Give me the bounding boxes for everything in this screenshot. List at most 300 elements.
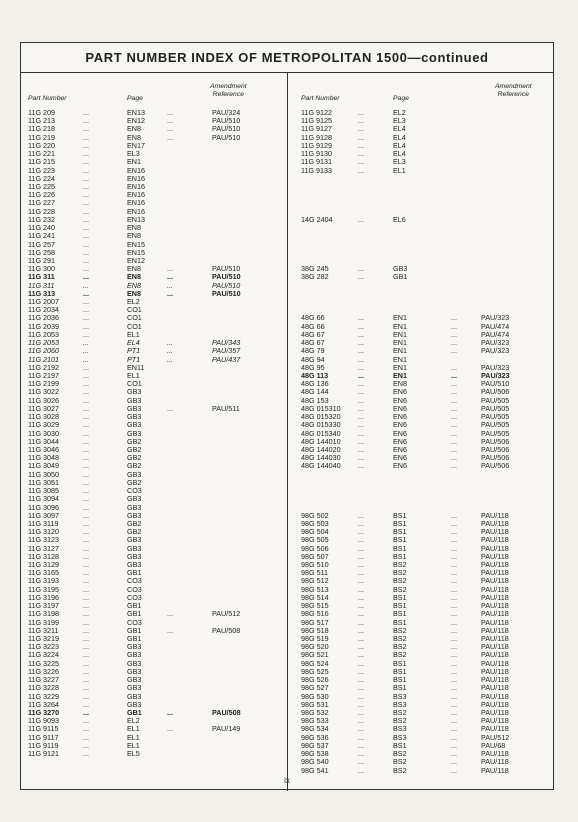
- part-number-cell: 11G 3229: [28, 691, 60, 701]
- leader-dots: ...: [83, 362, 89, 372]
- leader-dots: ...: [451, 560, 457, 570]
- index-row: [27, 643, 281, 651]
- index-row: [293, 684, 549, 692]
- leader-dots: ...: [83, 264, 89, 274]
- part-number-cell: 98G 520: [301, 642, 329, 652]
- index-row: [293, 717, 549, 725]
- leader-dots: ...: [83, 699, 89, 709]
- amendment-ref-cell: PAU/118: [481, 527, 509, 537]
- leader-dots: ...: [83, 543, 89, 553]
- page-ref-cell: GB3: [127, 666, 142, 676]
- leader-dots: ...: [358, 362, 364, 372]
- amendment-ref-cell: PAU/510: [212, 124, 241, 134]
- part-number-cell: 11G 3046: [28, 444, 60, 454]
- index-row: [293, 610, 549, 618]
- leader-dots: ...: [358, 444, 364, 454]
- index-row: [293, 594, 549, 602]
- page-ref-cell: EN12: [127, 255, 145, 265]
- leader-dots: ...: [83, 740, 89, 750]
- part-number-cell: 11G 3225: [28, 658, 60, 668]
- leader-dots: ...: [358, 321, 364, 331]
- index-row: [27, 504, 281, 512]
- page-ref-cell: PT1: [127, 346, 141, 356]
- part-number-cell: 11G 3097: [28, 510, 60, 520]
- leader-dots: ...: [451, 371, 457, 380]
- part-number-cell: 11G 257: [28, 239, 56, 249]
- page-ref-cell: GB2: [127, 461, 142, 471]
- part-number-cell: 48G 015320: [301, 412, 341, 422]
- index-row: [293, 602, 549, 610]
- page-ref-cell: GB3: [127, 403, 142, 413]
- leader-dots: ...: [83, 683, 89, 693]
- amendment-ref-cell: PAU/118: [481, 510, 509, 520]
- page-ref-cell: EN1: [393, 313, 407, 323]
- page-ref-cell: EN6: [393, 403, 407, 413]
- page-title: PART NUMBER INDEX OF METROPOLITAN 1500—continued: [21, 43, 553, 73]
- amendment-ref-cell: PAU/118: [481, 560, 509, 570]
- amendment-ref-cell: PAU/118: [481, 691, 509, 701]
- amendment-ref-cell: PAU/506: [481, 461, 510, 471]
- index-row: [27, 388, 281, 396]
- part-number-cell: 11G 9093: [28, 716, 60, 726]
- part-number-cell: 48G 67: [301, 329, 325, 339]
- page-header: Page: [127, 95, 143, 102]
- page-ref-cell: GB3: [127, 675, 142, 685]
- leader-dots: ...: [83, 625, 89, 635]
- leader-dots: ...: [83, 609, 89, 619]
- index-row: [293, 569, 549, 577]
- index-row: [293, 314, 549, 322]
- page-ref-cell: CO1: [127, 313, 142, 323]
- part-number-cell: 11G 3048: [28, 453, 60, 463]
- page-ref-cell: GB3: [127, 469, 142, 479]
- index-row: [27, 750, 281, 758]
- amendment-ref-cell: PAU/118: [481, 551, 509, 561]
- leader-dots: ...: [451, 765, 457, 775]
- page-ref-cell: BS1: [393, 617, 407, 627]
- leader-dots: ...: [358, 699, 364, 709]
- part-number-cell: 48G 95: [301, 362, 325, 372]
- page-ref-cell: CO1: [127, 379, 142, 389]
- leader-dots: ...: [83, 453, 89, 463]
- leader-dots: ...: [83, 592, 89, 602]
- index-row: [293, 660, 549, 668]
- index-row: [27, 684, 281, 692]
- amendment-ref-cell: PAU/118: [481, 609, 509, 619]
- index-row: [293, 767, 549, 775]
- index-row: [27, 487, 281, 495]
- index-row: [27, 257, 281, 265]
- amendment-ref-cell: PAU/118: [481, 592, 509, 602]
- index-row: [27, 117, 281, 125]
- leader-dots: ...: [451, 518, 457, 528]
- leader-dots: ...: [167, 108, 173, 117]
- leader-dots: ...: [358, 453, 364, 463]
- part-number-cell: 11G 9130: [301, 149, 333, 159]
- part-number-cell: 98G 537: [301, 740, 329, 750]
- leader-dots: ...: [358, 354, 364, 364]
- index-row: [27, 125, 281, 133]
- page-ref-cell: EL4: [393, 132, 406, 142]
- amendment-reference-header: [495, 83, 532, 99]
- page-ref-cell: GB3: [127, 642, 142, 652]
- leader-dots: ...: [83, 231, 89, 241]
- part-number-cell: 48G 66: [301, 321, 325, 331]
- part-number-cell: 48G 144010: [301, 436, 341, 446]
- index-row: [293, 183, 549, 191]
- page-ref-cell: GB3: [127, 543, 142, 553]
- amendment-ref-cell: PAU/323: [481, 313, 510, 323]
- right-rows: [293, 109, 549, 775]
- page-ref-cell: EN11: [127, 362, 145, 372]
- page-ref-cell: EL2: [393, 108, 406, 117]
- page-ref-cell: EL6: [393, 214, 406, 224]
- part-number-cell: 11G 9133: [301, 165, 333, 175]
- index-row: [27, 109, 281, 117]
- part-number-cell: 98G 532: [301, 707, 329, 717]
- leader-dots: ...: [358, 551, 364, 561]
- part-number-cell: 11G 2053: [28, 338, 60, 348]
- page-ref-cell: CO3: [127, 592, 142, 602]
- part-number-cell: 98G 505: [301, 535, 329, 545]
- leader-dots: ...: [358, 642, 364, 652]
- index-row: [27, 232, 281, 240]
- index-row: [27, 356, 281, 364]
- index-row: [293, 504, 549, 512]
- page-ref-cell: GB2: [127, 436, 142, 446]
- page-ref-cell: BS1: [393, 658, 407, 668]
- page-ref-cell: EL2: [127, 297, 140, 307]
- page-ref-cell: GB1: [127, 625, 142, 635]
- index-row: [27, 339, 281, 347]
- page-ref-cell: BS3: [393, 691, 407, 701]
- index-row: [293, 676, 549, 684]
- leader-dots: ...: [83, 724, 89, 734]
- index-row: [27, 323, 281, 331]
- leader-dots: ...: [83, 642, 89, 652]
- part-number-cell: 11G 3044: [28, 436, 60, 446]
- part-number-cell: 98G 515: [301, 601, 329, 611]
- page-ref-cell: GB3: [127, 658, 142, 668]
- part-number-cell: 11G 3028: [28, 412, 60, 422]
- part-number-cell: 11G 241: [28, 231, 56, 241]
- part-number-cell: 11G 3027: [28, 403, 60, 413]
- page-ref-cell: BS3: [393, 699, 407, 709]
- index-row: [293, 347, 549, 355]
- page-ref-cell: EL4: [393, 149, 406, 159]
- leader-dots: ...: [358, 371, 364, 380]
- leader-dots: ...: [83, 140, 89, 150]
- part-number-cell: 98G 526: [301, 675, 329, 685]
- leader-dots: ...: [167, 272, 173, 282]
- part-number-cell: 11G 9129: [301, 140, 333, 150]
- amendment-ref-cell: PAU/343: [212, 338, 241, 348]
- part-number-cell: 98G 521: [301, 650, 329, 660]
- page-ref-cell: BS2: [393, 757, 407, 767]
- part-number-cell: 98G 519: [301, 634, 329, 643]
- page-ref-cell: EN16: [127, 165, 145, 175]
- index-row: [293, 199, 549, 207]
- column-divider: [287, 73, 288, 791]
- index-row: [27, 298, 281, 306]
- leader-dots: ...: [83, 280, 89, 290]
- page-ref-cell: GB1: [127, 634, 142, 643]
- leader-dots: ...: [451, 436, 457, 446]
- leader-dots: ...: [451, 740, 457, 750]
- part-number-cell: 11G 291: [28, 255, 56, 265]
- index-row: [293, 257, 549, 265]
- page-ref-cell: EL1: [127, 371, 140, 380]
- page-ref-cell: EN1: [393, 321, 407, 331]
- part-number-cell: 11G 9127: [301, 124, 333, 134]
- leader-dots: ...: [358, 338, 364, 348]
- index-row: [293, 241, 549, 249]
- index-row: [293, 693, 549, 701]
- page-ref-cell: BS1: [393, 609, 407, 619]
- index-row: [293, 561, 549, 569]
- leader-dots: ...: [358, 675, 364, 685]
- page-ref-cell: EN6: [393, 420, 407, 430]
- index-row: [293, 627, 549, 635]
- page-ref-cell: EN16: [127, 181, 145, 191]
- amendment-ref-cell: PAU/118: [481, 707, 509, 717]
- part-number-cell: 11G 3049: [28, 461, 60, 471]
- leader-dots: ...: [358, 568, 364, 578]
- amendment-ref-cell: PAU/118: [481, 757, 509, 767]
- index-row: [293, 306, 549, 314]
- leader-dots: ...: [358, 560, 364, 570]
- amendment-ref-cell: PAU/510: [212, 272, 241, 282]
- index-row: [293, 372, 549, 380]
- page-ref-cell: GB3: [127, 387, 142, 397]
- leader-dots: ...: [451, 609, 457, 619]
- amendment-ref-cell: PAU/505: [481, 395, 510, 405]
- index-row: [293, 388, 549, 396]
- page-ref-cell: CO3: [127, 617, 142, 627]
- leader-dots: ...: [451, 510, 457, 520]
- leader-dots: ...: [83, 247, 89, 257]
- index-row: [293, 586, 549, 594]
- leader-dots: ...: [451, 568, 457, 578]
- page-ref-cell: GB3: [127, 395, 142, 405]
- part-number-cell: 48G 67: [301, 338, 325, 348]
- page-ref-cell: EL1: [127, 732, 140, 742]
- leader-dots: ...: [358, 346, 364, 356]
- page-ref-cell: EN1: [393, 371, 407, 380]
- page-ref-cell: EL3: [393, 116, 406, 126]
- page-ref-cell: EN8: [127, 124, 141, 134]
- leader-dots: ...: [358, 436, 364, 446]
- page-ref-cell: EL1: [393, 165, 406, 175]
- amendment-ref-cell: PAU/505: [481, 420, 510, 430]
- leader-dots: ...: [83, 198, 89, 208]
- index-row: [27, 701, 281, 709]
- leader-dots: ...: [358, 765, 364, 775]
- page-ref-cell: EN6: [393, 412, 407, 422]
- part-number-cell: 48G 94: [301, 354, 325, 364]
- page-ref-cell: EN1: [393, 338, 407, 348]
- leader-dots: ...: [83, 560, 89, 570]
- index-row: [293, 380, 549, 388]
- index-row: [293, 298, 549, 306]
- amendment-ref-cell: PAU/118: [481, 625, 509, 635]
- part-number-cell: 48G 79: [301, 346, 325, 356]
- part-number-cell: 11G 3211: [28, 625, 59, 635]
- leader-dots: ...: [167, 264, 173, 274]
- leader-dots: ...: [358, 387, 364, 397]
- amendment-ref-cell: PAU/510: [481, 379, 510, 389]
- part-number-cell: 11G 3195: [28, 584, 60, 594]
- leader-dots: ...: [358, 592, 364, 602]
- index-row: [27, 347, 281, 355]
- amendment-ref-cell: PAU/506: [481, 387, 510, 397]
- index-row: [27, 142, 281, 150]
- leader-dots: ...: [358, 732, 364, 742]
- index-row: [293, 701, 549, 709]
- right-column: [293, 83, 549, 775]
- page-ref-cell: BS1: [393, 683, 407, 693]
- page-ref-cell: EN16: [127, 190, 145, 200]
- index-row: [27, 331, 281, 339]
- leader-dots: ...: [358, 691, 364, 701]
- index-row: [293, 331, 549, 339]
- part-number-cell: 11G 3050: [28, 469, 60, 479]
- part-number-cell: 11G 9128: [301, 132, 333, 142]
- page-ref-cell: GB3: [127, 494, 142, 504]
- leader-dots: ...: [358, 757, 364, 767]
- index-row: [293, 545, 549, 553]
- leader-dots: ...: [83, 321, 89, 331]
- part-number-cell: 11G 3051: [28, 477, 60, 487]
- page-ref-cell: EN8: [127, 272, 141, 282]
- part-number-cell: 11G 3224: [28, 650, 60, 660]
- part-number-cell: 98G 517: [301, 617, 329, 627]
- index-row: [27, 577, 281, 585]
- leader-dots: ...: [167, 724, 173, 734]
- amendment-ref-cell: PAU/118: [481, 699, 509, 709]
- part-number-cell: 11G 3029: [28, 420, 60, 430]
- page-ref-cell: BS1: [393, 535, 407, 545]
- page-ref-cell: GB2: [127, 453, 142, 463]
- page-ref-cell: GB3: [127, 420, 142, 430]
- index-row: [27, 241, 281, 249]
- part-number-cell: 11G 3030: [28, 428, 60, 438]
- leader-dots: ...: [451, 601, 457, 611]
- leader-dots: ...: [358, 124, 364, 134]
- page-ref-cell: CO3: [127, 576, 142, 586]
- part-number-cell: 48G 153: [301, 395, 329, 405]
- leader-dots: ...: [358, 395, 364, 405]
- index-row: [27, 479, 281, 487]
- leader-dots: ...: [83, 412, 89, 422]
- leader-dots: ...: [83, 181, 89, 191]
- part-number-cell: 11G 220: [28, 140, 56, 150]
- leader-dots: ...: [451, 584, 457, 594]
- index-row: [293, 249, 549, 257]
- amendment-header-line1: Amendment: [210, 83, 247, 90]
- amendment-header-line2: Reference: [497, 91, 529, 98]
- index-row: [293, 709, 549, 717]
- page-ref-cell: CO1: [127, 305, 142, 315]
- part-number-cell: 98G 540: [301, 757, 329, 767]
- leader-dots: ...: [451, 329, 457, 339]
- part-number-cell: 11G 9122: [301, 108, 333, 117]
- page-ref-cell: GB3: [127, 650, 142, 660]
- leader-dots: ...: [83, 132, 89, 142]
- leader-dots: ...: [358, 707, 364, 717]
- amendment-ref-cell: PAU/506: [481, 436, 510, 446]
- leader-dots: ...: [358, 313, 364, 323]
- leader-dots: ...: [83, 371, 89, 380]
- page-ref-cell: GB3: [127, 699, 142, 709]
- part-number-cell: 11G 240: [28, 223, 56, 233]
- part-number-cell: 11G 3264: [28, 699, 60, 709]
- page-ref-cell: CO1: [127, 321, 142, 331]
- page-ref-cell: GB3: [127, 510, 142, 520]
- leader-dots: ...: [83, 658, 89, 668]
- page-ref-cell: BS1: [393, 675, 407, 685]
- page-ref-cell: BS3: [393, 724, 407, 734]
- leader-dots: ...: [451, 387, 457, 397]
- leader-dots: ...: [83, 535, 89, 545]
- leader-dots: ...: [83, 297, 89, 307]
- index-row: [293, 462, 549, 470]
- amendment-ref-cell: PAU/118: [481, 716, 509, 726]
- leader-dots: ...: [358, 132, 364, 142]
- leader-dots: ...: [83, 436, 89, 446]
- page-number: ix: [284, 776, 290, 785]
- leader-dots: ...: [451, 724, 457, 734]
- index-row: [293, 479, 549, 487]
- amendment-ref-cell: PAU/118: [481, 666, 509, 676]
- leader-dots: ...: [358, 740, 364, 750]
- part-number-cell: 98G 518: [301, 625, 329, 635]
- amendment-ref-cell: PAU/118: [481, 584, 509, 594]
- leader-dots: ...: [358, 264, 364, 274]
- leader-dots: ...: [83, 223, 89, 233]
- leader-dots: ...: [83, 634, 89, 643]
- index-row: [293, 536, 549, 544]
- page-ref-cell: GB3: [127, 535, 142, 545]
- leader-dots: ...: [358, 518, 364, 528]
- leader-dots: ...: [451, 313, 457, 323]
- part-number-cell: 11G 3127: [28, 543, 60, 553]
- part-number-cell: 11G 3199: [28, 617, 60, 627]
- leader-dots: ...: [451, 625, 457, 635]
- part-number-cell: 48G 144: [301, 387, 329, 397]
- leader-dots: ...: [83, 387, 89, 397]
- part-number-cell: 48G 015340: [301, 428, 341, 438]
- part-number-cell: 11G 223: [28, 165, 56, 175]
- page-ref-cell: BS2: [393, 749, 407, 759]
- right-column-header: [293, 83, 549, 109]
- index-row: [293, 290, 549, 298]
- leader-dots: ...: [83, 461, 89, 471]
- leader-dots: ...: [358, 461, 364, 471]
- leader-dots: ...: [451, 658, 457, 668]
- part-number-cell: 11G 3227: [28, 675, 60, 685]
- part-number-cell: 11G 218: [28, 124, 56, 134]
- index-row: [27, 290, 281, 298]
- leader-dots: ...: [83, 469, 89, 479]
- index-row: [27, 224, 281, 232]
- page-ref-cell: GB3: [127, 683, 142, 693]
- index-row: [27, 405, 281, 413]
- leader-dots: ...: [451, 592, 457, 602]
- index-row: [293, 339, 549, 347]
- leader-dots: ...: [451, 395, 457, 405]
- page-ref-cell: BS1: [393, 543, 407, 553]
